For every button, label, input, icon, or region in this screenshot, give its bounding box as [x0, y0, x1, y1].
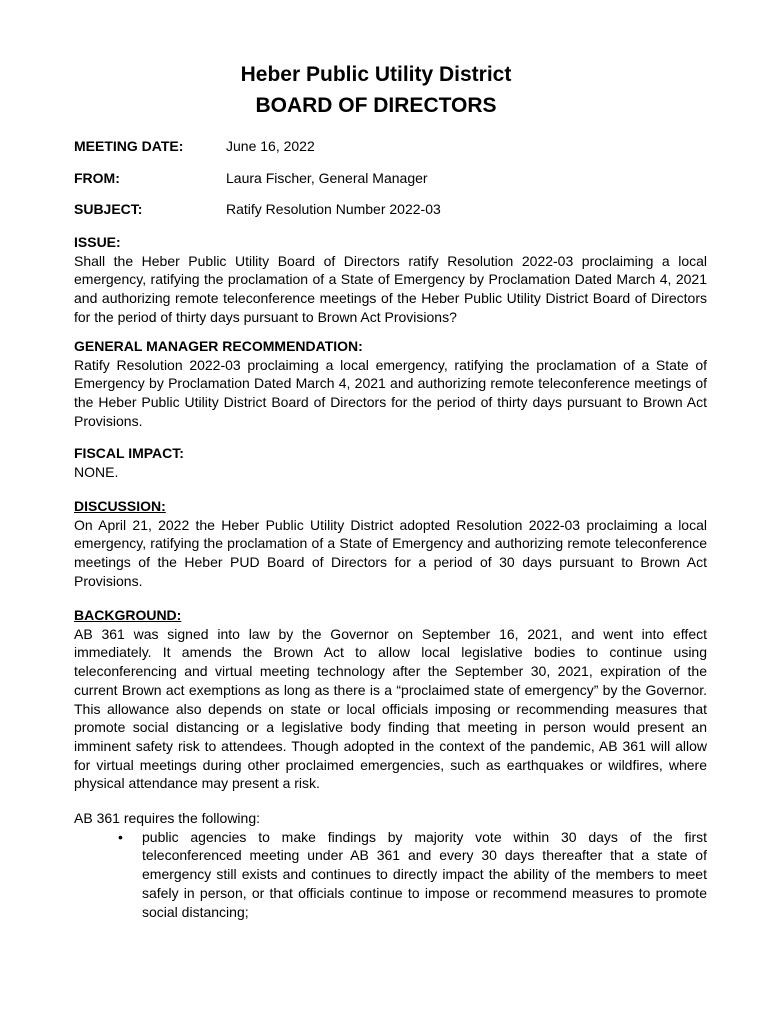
issue-text: Shall the Heber Public Utility Board of Directors ratify Resolution 2022-03 proclaiming a local emergency, ratifying the proclamation of a State of Emergency by Proclamation Dated March 4, 2021 and authorizing remote teleconference meetings of the Heber Public Utility District Board of Directors for the period of thirty days pursuant to Brown Act Provisions?	[74, 252, 707, 325]
subject-label: SUBJECT:	[74, 201, 143, 217]
meeting-date-value: June 16, 2022	[226, 138, 315, 154]
background-section	[74, 606, 707, 793]
fiscal-impact-heading: FISCAL IMPACT:	[74, 445, 184, 461]
fiscal-impact-text: NONE.	[74, 463, 119, 480]
requirements-list	[74, 828, 707, 922]
meeting-date-label: MEETING DATE:	[74, 138, 184, 154]
gm-recommendation-text: Ratify Resolution 2022-03 proclaiming a local emergency, ratifying the proclamation of a State of Emergency by Proclamation Dated March 4, 2021 and authorizing remote teleconference meetings of the Heber Public Utility District Board of Directors for the period of thirty days pursuant to Brown Act Provisions.	[74, 356, 707, 429]
organization-title: Heber Public Utility District	[240, 63, 512, 86]
from-value: Laura Fischer, General Manager	[226, 170, 428, 186]
requirements-intro: AB 361 requires the following:	[74, 810, 260, 826]
background-text: AB 361 was signed into law by the Governor on September 16, 2021, and went into effect immediately. It amends the Brown Act to allow local legislative bodies to continue using teleconferencing and virtual meeting technology after the September 30, 2021, expiration of the current Brown act exemptions as long as there is a “proclaimed state of emergency” by the Governor. This allowance also depends on state or local officials imposing or recommending measures that promote social distancing or a legislative body finding that meeting in person would present an imminent safety risk to attendees. Though adopted in the context of the pandemic, AB 361 will allow for virtual meetings during other proclaimed emergencies, such as earthquakes or wildfires, where physical attendance may present a risk.	[74, 625, 707, 792]
subject-value: Ratify Resolution Number 2022-03	[226, 201, 441, 217]
background-heading: BACKGROUND:	[74, 607, 182, 623]
discussion-heading: DISCUSSION:	[74, 498, 166, 514]
issue-heading: ISSUE:	[74, 234, 121, 250]
issue-section	[74, 233, 707, 327]
discussion-text: On April 21, 2022 the Heber Public Utility District adopted Resolution 2022-03 proclaiming a local emergency, ratifying the proclamation of a State of Emergency and authorizing remote teleconference meetings of the Heber PUD Board of Directors for a period of 30 days pursuant to Brown Act Provisions.	[74, 516, 707, 589]
board-title: BOARD OF DIRECTORS	[255, 94, 497, 117]
fiscal-impact-section	[74, 444, 707, 481]
gm-recommendation-heading: GENERAL MANAGER RECOMMENDATION:	[74, 338, 363, 354]
requirements-section	[74, 809, 707, 921]
list-item	[74, 828, 707, 922]
gm-recommendation-section	[74, 337, 707, 431]
from-label: FROM:	[74, 170, 120, 186]
list-item-text: public agencies to make findings by majority vote within 30 days of the first teleconferenced meeting under AB 361 and every 30 days thereafter that a state of emergency still exists and continues to directly impact the ability of the members to meet safely in person, or that officials continue to impose or recommend measures to promote social distancing;	[142, 828, 707, 920]
discussion-section	[74, 497, 707, 591]
bullet-icon: •	[118, 828, 123, 845]
